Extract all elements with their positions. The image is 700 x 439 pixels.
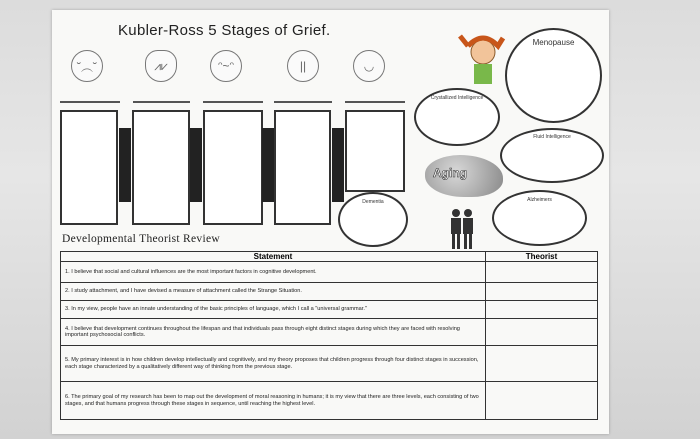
fluid-label: Fluid Intelligence [533,134,571,140]
connector-bar [190,128,202,202]
theorist-cell[interactable] [486,346,598,382]
accepting-face-icon: ◡ [353,50,385,82]
table-row [61,346,598,382]
answer-line [133,101,190,103]
worksheet-title: Kubler-Ross 5 Stages of Grief. [118,22,331,39]
aging-label: Aging [433,166,467,180]
table-row [61,283,598,301]
crystallized-oval [414,88,500,146]
menopause-oval [505,28,602,123]
answer-line [274,101,332,103]
stressed-girl-icon [448,28,518,88]
theorist-cell[interactable] [486,262,598,283]
theorist-cell[interactable] [486,382,598,420]
stage-box [274,110,331,225]
theorist-cell[interactable] [486,301,598,319]
angry-face-icon: ⩘⩗ [145,50,177,82]
theorist-table [60,251,598,420]
stage-box [60,110,118,225]
connector-bar [119,128,131,202]
statement-cell: 4. I believe that development continues throughout the lifespan and that individuals pass through eight distinct stages during which they are faced with resolving important psychosocial conflicts. [61,319,486,346]
fluid-oval [500,128,604,183]
theorist-cell[interactable] [486,319,598,346]
table-row [61,319,598,346]
table-row [61,301,598,319]
depressed-face-icon: || [287,50,319,82]
answer-line [203,101,263,103]
crystallized-label: Crystallized Intelligence [430,95,484,101]
statement-cell: 3. In my view, people have an innate understanding of the basic principles of language, which I call a "universal grammar." [61,301,486,319]
statement-cell: 6. The primary goal of my research has been to map out the development of moral reasoning in humans; it is my view that there are three levels, each consisting of two stages, and that humans progress through these stages in sequence, until reaching the highest level. [61,382,486,420]
answer-line [60,101,120,103]
elderly-couple-icon [447,207,477,251]
alzheimers-oval [492,190,587,246]
table-row [61,262,598,283]
menopause-label: Menopause [532,38,575,47]
theorist-header: Theorist [486,252,598,262]
statement-header: Statement [61,252,486,262]
statement-cell: 5. My primary interest is in how children develop intellectually and cognitively, and my theory proposes that children progress through four distinct stages in succession, each stage characterized by a qualitatively different way of thinking from the previous stage. [61,346,486,382]
statement-cell: 2. I study attachment, and I have devised a measure of attachment called the Strange Situation. [61,283,486,301]
stage-box [132,110,190,225]
sad-face-icon: ˘︵˘ [71,50,103,82]
connector-bar [262,128,274,202]
answer-line [345,101,405,103]
dementia-label: Dementia [362,199,384,205]
connector-bar [332,128,344,202]
theorist-cell[interactable] [486,283,598,301]
dementia-oval [338,192,408,247]
stage-box [345,110,405,192]
bargaining-face-icon: ᵔ~ᵔ [210,50,242,82]
section-subtitle: Developmental Theorist Review [62,233,220,245]
stage-box [203,110,263,225]
alzheimers-label: Alzheimers [527,197,552,203]
table-row [61,382,598,420]
statement-cell: 1. I believe that social and cultural influences are the most important factors in cognitive development. [61,262,486,283]
